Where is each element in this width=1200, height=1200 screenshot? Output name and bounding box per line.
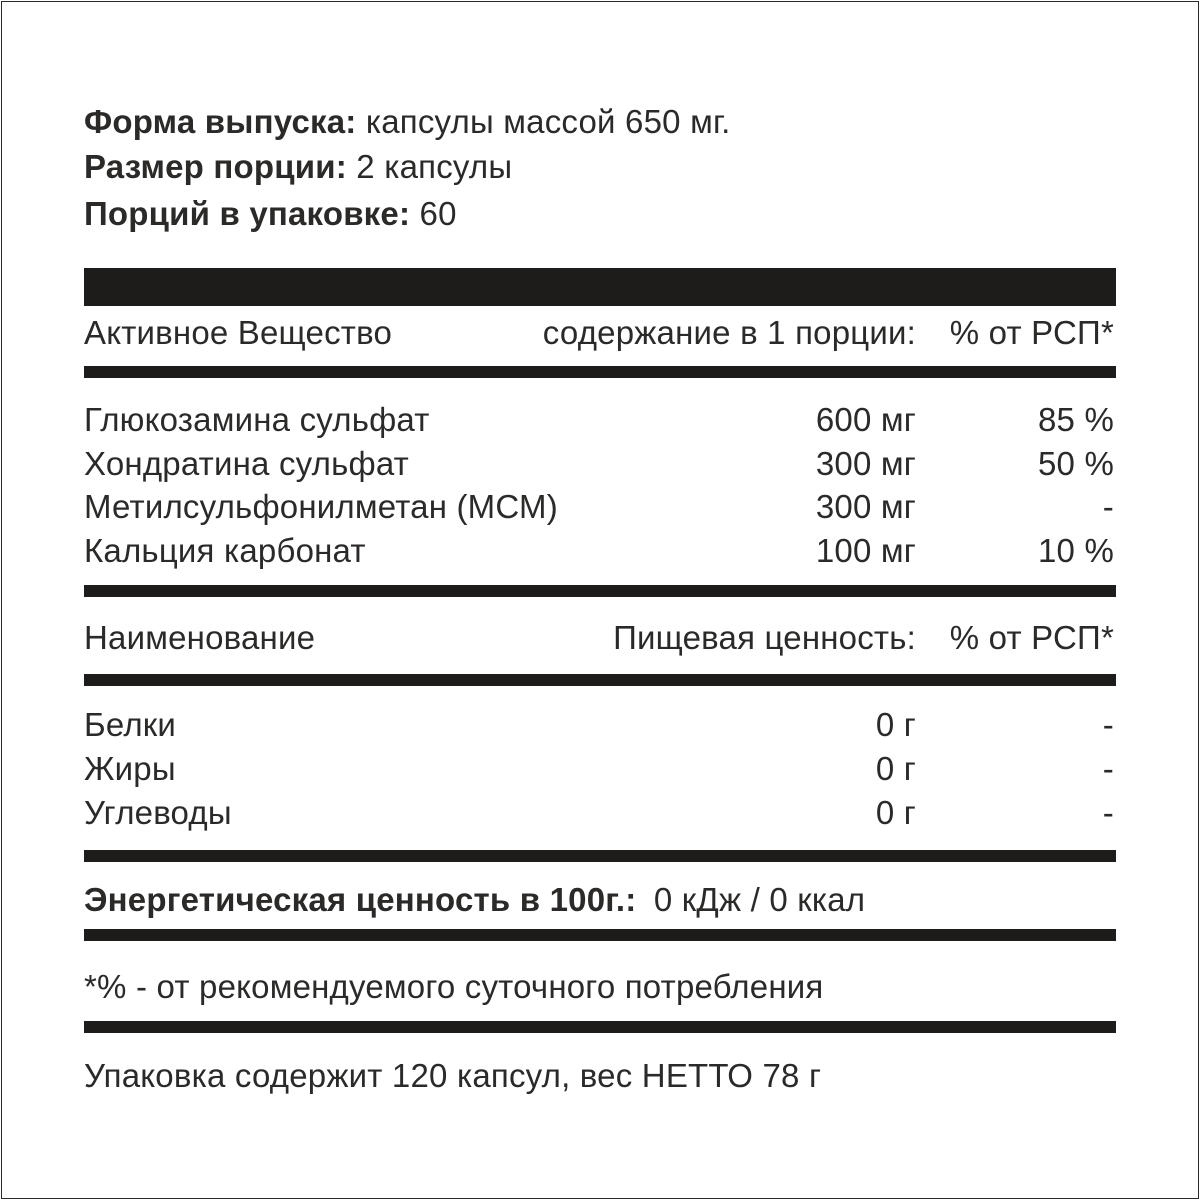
nutrition-col-amount: Пищевая ценность: <box>613 619 916 656</box>
footnote: *% - от рекомендуемого суточного потребления <box>84 968 824 1005</box>
divider-bar <box>84 674 1116 686</box>
table-row-percent: - <box>1102 750 1114 787</box>
form-label: Форма выпуска: <box>84 103 357 140</box>
table-row-amount: 100 мг <box>815 532 916 569</box>
table-row-percent: 85 % <box>1037 401 1114 438</box>
servings-value: 60 <box>419 195 457 232</box>
table-row-name: Белки <box>84 706 177 743</box>
table-row-name: Углеводы <box>84 794 232 831</box>
servings-line <box>84 194 457 234</box>
table-row-amount: 300 мг <box>815 445 916 482</box>
active-col-amount: содержание в 1 порции: <box>542 314 916 351</box>
divider-bar <box>84 366 1116 378</box>
serving-label: Размер порции: <box>84 148 347 185</box>
divider-bar <box>84 585 1116 597</box>
table-row-percent: - <box>1102 794 1114 831</box>
table-row-name: Хондратина сульфат <box>84 445 409 482</box>
table-row-name: Метилсульфонилметан (МСМ) <box>84 488 558 525</box>
table-row-name: Глюкозамина сульфат <box>84 401 430 438</box>
package-note: Упаковка содержит 120 капсул, вес НЕТТО 78 г <box>84 1057 822 1094</box>
table-row-percent: 50 % <box>1037 445 1114 482</box>
nutrition-col-name: Наименование <box>84 619 316 656</box>
table-row-amount: 600 мг <box>815 401 916 438</box>
table-row-amount: 0 г <box>875 706 916 743</box>
table-row-amount: 0 г <box>875 794 916 831</box>
form-line <box>84 102 731 142</box>
divider-bar <box>84 929 1116 941</box>
table-row-percent: - <box>1102 706 1114 743</box>
table-row-name: Кальция карбонат <box>84 532 366 569</box>
divider-bar <box>84 1021 1116 1033</box>
energy-label: Энергетическая ценность в 100г.: <box>84 881 637 918</box>
table-row-name: Жиры <box>84 750 176 787</box>
table-row-percent: 10 % <box>1037 532 1114 569</box>
form-value: капсулы массой 650 мг. <box>365 103 731 140</box>
energy-value: 0 кДж / 0 ккал <box>653 881 866 918</box>
table-row-amount: 0 г <box>875 750 916 787</box>
table-row-percent: - <box>1102 488 1114 525</box>
active-col-percent: % от РСП* <box>949 314 1114 351</box>
divider-bar-top <box>84 268 1116 306</box>
energy-line <box>84 880 865 920</box>
nutrition-col-percent: % от РСП* <box>949 619 1114 656</box>
servings-label: Порций в упаковке: <box>84 195 411 232</box>
active-col-name: Активное Вещество <box>84 314 393 351</box>
serving-line <box>84 147 512 187</box>
divider-bar <box>84 850 1116 862</box>
serving-value: 2 капсулы <box>356 148 513 185</box>
table-row-amount: 300 мг <box>815 488 916 525</box>
